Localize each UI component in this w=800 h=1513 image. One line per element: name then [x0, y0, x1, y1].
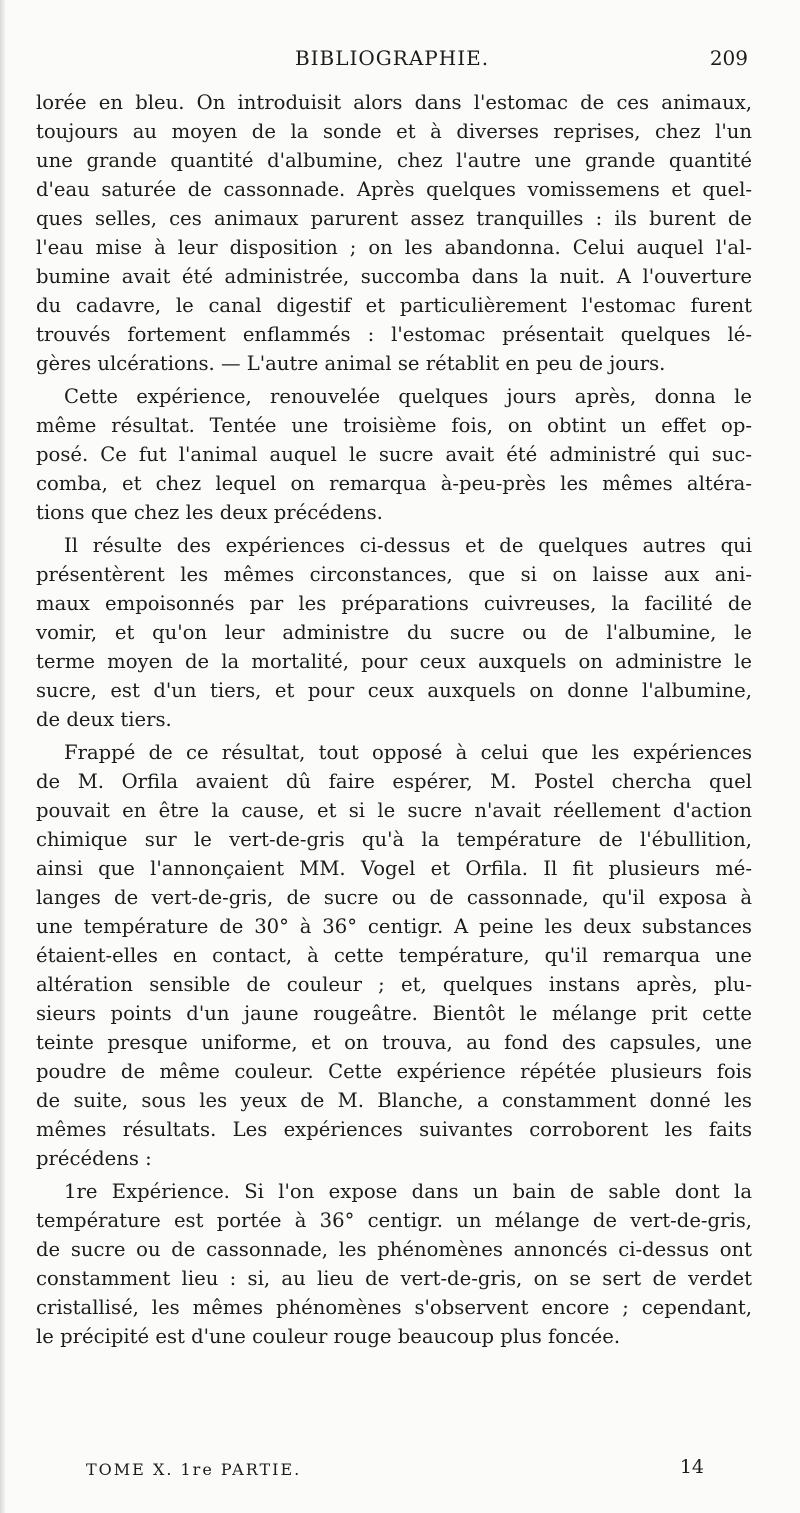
text-line: précédens :	[36, 1147, 152, 1170]
text-line: mêmes résultats. Les expériences suivantes corroborent les faits	[36, 1118, 752, 1141]
text-line: le précipité est d'une couleur rouge beaucoup plus foncée.	[36, 1325, 621, 1348]
text-line: chimique sur le vert-de-gris qu'à la température de l'ébullition,	[36, 828, 752, 851]
text-line: une température de 30° à 36° centigr. A peine les deux substances	[36, 915, 752, 938]
text-line: l'eau mise à leur disposition ; on les abandonna. Celui auquel l'al-	[36, 236, 752, 259]
page-number: 209	[709, 46, 748, 70]
text-line: Frappé de ce résultat, tout opposé à celui que les expériences	[64, 741, 752, 764]
text-line: ainsi que l'annonçaient MM. Vogel et Orfila. Il fit plusieurs mé-	[36, 857, 752, 880]
text-line: d'eau saturée de cassonnade. Après quelques vomissemens et quel-	[36, 178, 752, 201]
running-title: BIBLIOGRAPHIE.	[294, 46, 490, 70]
signature-mark: TOME X. 1re PARTIE.	[86, 1460, 302, 1479]
text-line: Il résulte des expériences ci-dessus et de quelques autres qui	[64, 534, 752, 557]
text-line: de M. Orfila avaient dû faire espérer, M. Postel chercha quel	[36, 770, 752, 793]
page-footer	[86, 1456, 704, 1486]
text-line: 1re Expérience. Si l'on expose dans un bain de sable dont la	[64, 1180, 752, 1203]
paragraph	[36, 88, 752, 378]
paragraph	[36, 382, 752, 527]
text-line: langes de vert-de-gris, de sucre ou de cassonnade, qu'il exposa à	[36, 886, 752, 909]
text-line: présentèrent les mêmes circonstances, que si on laisse aux ani-	[36, 563, 752, 586]
text-line: cristallisé, les mêmes phénomènes s'observent encore ; cependant,	[36, 1296, 752, 1319]
text-line: vomir, et qu'on leur administre du sucre ou de l'albumine, le	[36, 621, 752, 644]
text-line: terme moyen de la mortalité, pour ceux auxquels on administre le	[36, 650, 752, 673]
body-text	[36, 88, 752, 1351]
text-line: lorée en bleu. On introduisit alors dans l'estomac de ces animaux,	[36, 91, 752, 114]
text-line: Cette expérience, renouvelée quelques jours après, donna le	[64, 385, 752, 408]
text-line: tions que chez les deux précédens.	[36, 501, 383, 524]
text-line: altération sensible de couleur ; et, quelques instans après, plu-	[36, 973, 752, 996]
text-line: de sucre ou de cassonnade, les phénomènes annoncés ci-dessus ont	[36, 1238, 752, 1261]
paragraph	[36, 738, 752, 1173]
text-line: de suite, sous les yeux de M. Blanche, a constamment donné les	[36, 1089, 752, 1112]
text-line: pouvait en être la cause, et si le sucre n'avait réellement d'action	[36, 799, 752, 822]
text-line: sieurs points d'un jaune rougeâtre. Bientôt le mélange prit cette	[36, 1002, 752, 1025]
text-line: gères ulcérations. — L'autre animal se rétablit en peu de jours.	[36, 352, 666, 375]
text-line: toujours au moyen de la sonde et à diverses reprises, chez l'un	[36, 120, 752, 143]
text-line: posé. Ce fut l'animal auquel le sucre avait été administré qui suc-	[36, 443, 752, 466]
sheet-number: 14	[679, 1456, 704, 1478]
text-line: même résultat. Tentée une troisième fois, on obtint un effet op-	[36, 414, 752, 437]
running-head	[36, 46, 748, 76]
text-line: du cadavre, le canal digestif et particulièrement l'estomac furent	[36, 294, 752, 317]
text-line: ques selles, ces animaux parurent assez tranquilles : ils burent de	[36, 207, 752, 230]
text-line: étaient-elles en contact, à cette température, qu'il remarqua une	[36, 944, 752, 967]
paragraph	[36, 531, 752, 734]
text-line: trouvés fortement enflammés : l'estomac présentait quelques lé-	[36, 323, 752, 346]
text-line: bumine avait été administrée, succomba dans la nuit. A l'ouverture	[36, 265, 752, 288]
text-line: sucre, est d'un tiers, et pour ceux auxquels on donne l'albumine,	[36, 679, 752, 702]
text-line: une grande quantité d'albumine, chez l'autre une grande quantité	[36, 149, 752, 172]
text-line: température est portée à 36° centigr. un mélange de vert-de-gris,	[36, 1209, 752, 1232]
text-line: constamment lieu : si, au lieu de vert-de-gris, on se sert de verdet	[36, 1267, 752, 1290]
text-line: comba, et chez lequel on remarqua à-peu-près les mêmes altéra-	[36, 472, 752, 495]
text-line: maux empoisonnés par les préparations cuivreuses, la facilité de	[36, 592, 752, 615]
text-line: de deux tiers.	[36, 708, 172, 731]
text-line: teinte presque uniforme, et on trouva, au fond des capsules, une	[36, 1031, 752, 1054]
page-edge	[0, 0, 6, 1513]
paragraph	[36, 1177, 752, 1351]
text-line: poudre de même couleur. Cette expérience répétée plusieurs fois	[36, 1060, 752, 1083]
